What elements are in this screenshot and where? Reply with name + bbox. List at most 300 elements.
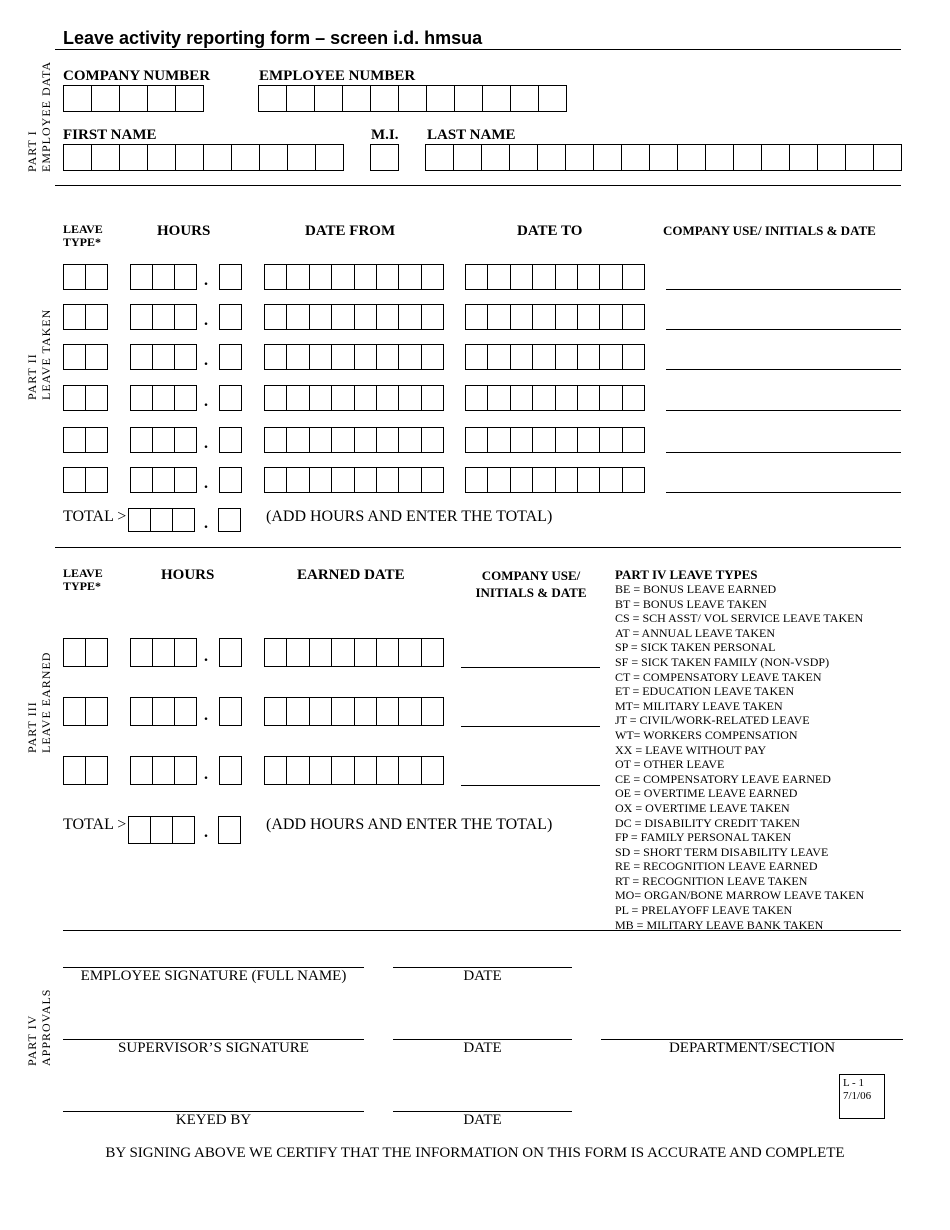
input-box-cell[interactable] [377, 427, 399, 453]
input-box-cell[interactable] [287, 304, 309, 330]
input-box-cell[interactable] [175, 467, 197, 493]
company-number-label: COMPANY NUMBER [63, 68, 211, 84]
input-box-cell[interactable] [371, 144, 399, 171]
input-box-cell[interactable] [310, 756, 332, 785]
input-box-cell[interactable] [310, 638, 332, 667]
input-box-cell[interactable] [466, 344, 488, 370]
input-box-cell[interactable] [131, 756, 153, 785]
input-box-cell[interactable] [265, 756, 287, 785]
input-box-cell[interactable] [355, 427, 377, 453]
input-box-cell[interactable] [466, 427, 488, 453]
input-box-cell[interactable] [678, 144, 706, 171]
input-box-cell[interactable] [594, 144, 622, 171]
input-box-cell[interactable] [310, 304, 332, 330]
input-box-cell[interactable] [399, 85, 427, 112]
input-box-cell[interactable] [153, 638, 175, 667]
part3-row-company-use-line[interactable] [461, 726, 600, 727]
input-box-cell[interactable] [220, 344, 242, 370]
input-box-cell[interactable] [86, 264, 108, 290]
input-box-cell[interactable] [153, 756, 175, 785]
input-box-cell[interactable] [64, 264, 86, 290]
input-box-cell[interactable] [265, 264, 287, 290]
part3-row-leave-type-field[interactable] [63, 638, 108, 667]
input-box-cell[interactable] [399, 344, 421, 370]
input-box-cell[interactable] [578, 344, 600, 370]
part3-total-label: TOTAL > [63, 816, 127, 833]
input-box-cell[interactable] [265, 638, 287, 667]
input-box-cell[interactable] [64, 144, 92, 171]
input-box-cell[interactable] [64, 638, 86, 667]
input-box-cell[interactable] [426, 144, 454, 171]
input-box-cell[interactable] [175, 344, 197, 370]
part3-row-tenths-field[interactable] [219, 756, 242, 785]
leave-type-item: BT = BONUS LEAVE TAKEN [615, 596, 767, 611]
input-box-cell[interactable] [175, 756, 197, 785]
input-box-cell[interactable] [533, 304, 555, 330]
input-box-cell[interactable] [310, 697, 332, 726]
input-box-cell[interactable] [355, 344, 377, 370]
input-box-cell[interactable] [488, 304, 510, 330]
input-box-cell[interactable] [600, 385, 622, 411]
input-box-cell[interactable] [422, 697, 444, 726]
input-box-cell[interactable] [706, 144, 734, 171]
input-box-cell[interactable] [219, 816, 241, 844]
input-box-cell[interactable] [92, 85, 120, 112]
input-box-cell[interactable] [466, 385, 488, 411]
input-box-cell[interactable] [265, 467, 287, 493]
part2-row-date-from-field[interactable] [264, 344, 444, 370]
part2-col-leave-type-line2: TYPE* [63, 235, 102, 249]
input-box-cell[interactable] [488, 264, 510, 290]
input-box-cell[interactable] [175, 385, 197, 411]
input-box-cell[interactable] [538, 144, 566, 171]
input-box-cell[interactable] [332, 304, 354, 330]
part2-row-hours-field[interactable] [130, 385, 197, 411]
input-box-cell[interactable] [265, 697, 287, 726]
part3-row-company-use-line[interactable] [461, 667, 600, 668]
part2-row-hours-field[interactable] [130, 304, 197, 330]
input-box-cell[interactable] [287, 638, 309, 667]
input-box-cell[interactable] [377, 304, 399, 330]
input-box-cell[interactable] [818, 144, 846, 171]
input-box-cell[interactable] [287, 385, 309, 411]
input-box-cell[interactable] [399, 427, 421, 453]
part3-row-hours-field[interactable] [130, 697, 197, 726]
part2-row-date-to-field[interactable] [465, 264, 645, 290]
input-box-cell[interactable] [120, 85, 148, 112]
input-box-cell[interactable] [556, 467, 578, 493]
input-box-cell[interactable] [556, 264, 578, 290]
part2-row-tenths-field[interactable] [219, 304, 242, 330]
input-box-cell[interactable] [131, 385, 153, 411]
input-box-cell[interactable] [332, 427, 354, 453]
input-box-cell[interactable] [488, 344, 510, 370]
input-box-cell[interactable] [422, 344, 444, 370]
input-box-cell[interactable] [600, 344, 622, 370]
input-box-cell[interactable] [332, 638, 354, 667]
input-box-cell[interactable] [488, 467, 510, 493]
input-box-cell[interactable] [175, 264, 197, 290]
part3-row-company-use-line[interactable] [461, 785, 600, 786]
mi-field[interactable] [370, 144, 399, 171]
input-box-cell[interactable] [399, 638, 421, 667]
part2-row-date-from-field[interactable] [264, 385, 444, 411]
part2-row-leave-type-field[interactable] [63, 344, 108, 370]
input-box-cell[interactable] [332, 756, 354, 785]
part2-total-hours-field[interactable] [128, 508, 195, 532]
input-box-cell[interactable] [846, 144, 874, 171]
input-box-cell[interactable] [623, 304, 645, 330]
part3-row-leave-type-field[interactable] [63, 756, 108, 785]
input-box-cell[interactable] [175, 304, 197, 330]
input-box-cell[interactable] [151, 816, 173, 844]
input-box-cell[interactable] [422, 427, 444, 453]
input-box-cell[interactable] [650, 144, 678, 171]
input-box-cell[interactable] [260, 144, 288, 171]
input-box-cell[interactable] [622, 144, 650, 171]
input-box-cell[interactable] [422, 467, 444, 493]
part3-row-hours-field[interactable] [130, 756, 197, 785]
part2-side-label-2: LEAVE TAKEN [39, 308, 53, 400]
part2-row-leave-type-field[interactable] [63, 427, 108, 453]
input-box-cell[interactable] [86, 697, 108, 726]
part2-row-date-from-field[interactable] [264, 304, 444, 330]
input-box-cell[interactable] [623, 264, 645, 290]
part2-col-hours: HOURS [157, 223, 211, 239]
input-box-cell[interactable] [219, 508, 241, 532]
part2-row-tenths-field[interactable] [219, 264, 242, 290]
input-box-cell[interactable] [511, 264, 533, 290]
input-box-cell[interactable] [332, 385, 354, 411]
input-box-cell[interactable] [175, 697, 197, 726]
part3-row-hours-field[interactable] [130, 638, 197, 667]
input-box-cell[interactable] [265, 344, 287, 370]
input-box-cell[interactable] [556, 344, 578, 370]
input-box-cell[interactable] [220, 304, 242, 330]
input-box-cell[interactable] [566, 144, 594, 171]
input-box-cell[interactable] [265, 427, 287, 453]
input-box-cell[interactable] [153, 264, 175, 290]
input-box-cell[interactable] [232, 144, 260, 171]
input-box-cell[interactable] [454, 144, 482, 171]
input-box-cell[interactable] [511, 85, 539, 112]
part2-row-date-to-field[interactable] [465, 385, 645, 411]
input-box-cell[interactable] [220, 467, 242, 493]
input-box-cell[interactable] [131, 638, 153, 667]
input-box-cell[interactable] [488, 427, 510, 453]
input-box-cell[interactable] [173, 816, 195, 844]
part2-row-date-from-field[interactable] [264, 467, 444, 493]
input-box-cell[interactable] [259, 85, 287, 112]
input-box-cell[interactable] [511, 427, 533, 453]
input-box-cell[interactable] [332, 344, 354, 370]
input-box-cell[interactable] [129, 508, 151, 532]
part2-row-tenths-field[interactable] [219, 344, 242, 370]
input-box-cell[interactable] [377, 638, 399, 667]
input-box-cell[interactable] [533, 427, 555, 453]
input-box-cell[interactable] [64, 304, 86, 330]
input-box-cell[interactable] [86, 638, 108, 667]
input-box-cell[interactable] [533, 385, 555, 411]
input-box-cell[interactable] [578, 427, 600, 453]
input-box-cell[interactable] [287, 467, 309, 493]
input-box-cell[interactable] [734, 144, 762, 171]
part2-row-company-use-line[interactable] [666, 410, 901, 411]
input-box-cell[interactable] [427, 85, 455, 112]
input-box-cell[interactable] [355, 304, 377, 330]
input-box-cell[interactable] [310, 344, 332, 370]
input-box-cell[interactable] [287, 427, 309, 453]
part2-row-leave-type-field[interactable] [63, 304, 108, 330]
input-box-cell[interactable] [86, 756, 108, 785]
input-box-cell[interactable] [265, 304, 287, 330]
input-box-cell[interactable] [533, 467, 555, 493]
first-name-field[interactable] [63, 144, 344, 171]
input-box-cell[interactable] [64, 467, 86, 493]
input-box-cell[interactable] [120, 144, 148, 171]
input-box-cell[interactable] [86, 385, 108, 411]
input-box-cell[interactable] [466, 467, 488, 493]
input-box-cell[interactable] [422, 638, 444, 667]
input-box-cell[interactable] [153, 427, 175, 453]
input-box-cell[interactable] [175, 638, 197, 667]
part2-row-company-use-line[interactable] [666, 492, 901, 493]
part2-row-tenths-field[interactable] [219, 427, 242, 453]
input-box-cell[interactable] [511, 467, 533, 493]
input-box-cell[interactable] [265, 385, 287, 411]
input-box-cell[interactable] [762, 144, 790, 171]
part3-row-decimal-point: . [204, 648, 208, 665]
part3-row-tenths-field[interactable] [219, 697, 242, 726]
input-box-cell[interactable] [220, 264, 242, 290]
input-box-cell[interactable] [148, 144, 176, 171]
part2-total-tenths-field[interactable] [218, 508, 241, 532]
part2-row-tenths-field[interactable] [219, 385, 242, 411]
input-box-cell[interactable] [287, 344, 309, 370]
input-box-cell[interactable] [153, 467, 175, 493]
input-box-cell[interactable] [355, 467, 377, 493]
part3-row-earned-date-field[interactable] [264, 697, 444, 726]
input-box-cell[interactable] [355, 756, 377, 785]
input-box-cell[interactable] [377, 467, 399, 493]
input-box-cell[interactable] [790, 144, 818, 171]
input-box-cell[interactable] [64, 756, 86, 785]
input-box-cell[interactable] [399, 264, 421, 290]
input-box-cell[interactable] [556, 385, 578, 411]
input-box-cell[interactable] [153, 697, 175, 726]
part2-row-date-to-field[interactable] [465, 344, 645, 370]
input-box-cell[interactable] [355, 697, 377, 726]
input-box-cell[interactable] [131, 697, 153, 726]
input-box-cell[interactable] [176, 85, 204, 112]
input-box-cell[interactable] [131, 467, 153, 493]
input-box-cell[interactable] [422, 756, 444, 785]
input-box-cell[interactable] [488, 385, 510, 411]
input-box-cell[interactable] [482, 144, 510, 171]
input-box-cell[interactable] [483, 85, 511, 112]
input-box-cell[interactable] [399, 467, 421, 493]
leave-type-item: CE = COMPENSATORY LEAVE EARNED [615, 771, 831, 786]
input-box-cell[interactable] [64, 427, 86, 453]
input-box-cell[interactable] [874, 144, 902, 171]
input-box-cell[interactable] [377, 344, 399, 370]
input-box-cell[interactable] [533, 344, 555, 370]
input-box-cell[interactable] [539, 85, 567, 112]
employee-number-field[interactable] [258, 85, 567, 112]
input-box-cell[interactable] [399, 697, 421, 726]
input-box-cell[interactable] [399, 756, 421, 785]
part3-row-tenths-field[interactable] [219, 638, 242, 667]
input-box-cell[interactable] [377, 756, 399, 785]
certification-statement: BY SIGNING ABOVE WE CERTIFY THAT THE INFORMATION ON THIS FORM IS ACCURATE AND COMPLETE [105, 1145, 845, 1161]
input-box-cell[interactable] [422, 304, 444, 330]
part2-row-company-use-line[interactable] [666, 329, 901, 330]
input-box-cell[interactable] [399, 385, 421, 411]
input-box-cell[interactable] [511, 385, 533, 411]
input-box-cell[interactable] [511, 304, 533, 330]
input-box-cell[interactable] [131, 264, 153, 290]
part3-row-earned-date-field[interactable] [264, 756, 444, 785]
input-box-cell[interactable] [578, 385, 600, 411]
leave-type-item: WT= WORKERS COMPENSATION [615, 727, 798, 742]
input-box-cell[interactable] [600, 427, 622, 453]
part2-row-leave-type-field[interactable] [63, 385, 108, 411]
part2-row-hours-field[interactable] [130, 264, 197, 290]
input-box-cell[interactable] [220, 385, 242, 411]
input-box-cell[interactable] [129, 816, 151, 844]
input-box-cell[interactable] [287, 756, 309, 785]
input-box-cell[interactable] [377, 385, 399, 411]
input-box-cell[interactable] [287, 264, 309, 290]
company-number-field[interactable] [63, 85, 204, 112]
input-box-cell[interactable] [355, 264, 377, 290]
input-box-cell[interactable] [204, 144, 232, 171]
input-box-cell[interactable] [533, 264, 555, 290]
input-box-cell[interactable] [466, 264, 488, 290]
part2-row-date-to-field[interactable] [465, 427, 645, 453]
input-box-cell[interactable] [578, 304, 600, 330]
part2-row-hours-field[interactable] [130, 344, 197, 370]
input-box-cell[interactable] [315, 85, 343, 112]
input-box-cell[interactable] [310, 264, 332, 290]
input-box-cell[interactable] [455, 85, 483, 112]
part2-row-tenths-field[interactable] [219, 467, 242, 493]
input-box-cell[interactable] [316, 144, 344, 171]
input-box-cell[interactable] [623, 467, 645, 493]
input-box-cell[interactable] [287, 85, 315, 112]
input-box-cell[interactable] [355, 638, 377, 667]
input-box-cell[interactable] [332, 264, 354, 290]
part3-total-tenths-field[interactable] [218, 816, 241, 844]
input-box-cell[interactable] [377, 697, 399, 726]
part2-row-leave-type-field[interactable] [63, 467, 108, 493]
input-box-cell[interactable] [148, 85, 176, 112]
leave-type-item: OT = OTHER LEAVE [615, 757, 725, 772]
input-box-cell[interactable] [287, 697, 309, 726]
input-box-cell[interactable] [86, 304, 108, 330]
input-box-cell[interactable] [623, 344, 645, 370]
input-box-cell[interactable] [173, 508, 195, 532]
input-box-cell[interactable] [510, 144, 538, 171]
part3-row-earned-date-field[interactable] [264, 638, 444, 667]
part3-row-leave-type-field[interactable] [63, 697, 108, 726]
part2-row-leave-type-field[interactable] [63, 264, 108, 290]
input-box-cell[interactable] [466, 304, 488, 330]
input-box-cell[interactable] [220, 638, 242, 667]
leave-type-item: MT= MILITARY LEAVE TAKEN [615, 698, 783, 713]
input-box-cell[interactable] [92, 144, 120, 171]
input-box-cell[interactable] [578, 467, 600, 493]
input-box-cell[interactable] [153, 385, 175, 411]
input-box-cell[interactable] [556, 427, 578, 453]
input-box-cell[interactable] [422, 264, 444, 290]
input-box-cell[interactable] [600, 304, 622, 330]
input-box-cell[interactable] [332, 697, 354, 726]
input-box-cell[interactable] [343, 85, 371, 112]
input-box-cell[interactable] [64, 697, 86, 726]
part2-row-date-from-field[interactable] [264, 264, 444, 290]
input-box-cell[interactable] [151, 508, 173, 532]
part2-row-company-use-line[interactable] [666, 452, 901, 453]
input-box-cell[interactable] [131, 304, 153, 330]
part2-row-hours-field[interactable] [130, 427, 197, 453]
input-box-cell[interactable] [556, 304, 578, 330]
input-box-cell[interactable] [176, 144, 204, 171]
input-box-cell[interactable] [310, 385, 332, 411]
input-box-cell[interactable] [332, 467, 354, 493]
input-box-cell[interactable] [64, 385, 86, 411]
input-box-cell[interactable] [377, 264, 399, 290]
input-box-cell[interactable] [153, 344, 175, 370]
input-box-cell[interactable] [310, 467, 332, 493]
input-box-cell[interactable] [578, 264, 600, 290]
part3-total-hours-field[interactable] [128, 816, 195, 844]
input-box-cell[interactable] [371, 85, 399, 112]
part2-row-hours-field[interactable] [130, 467, 197, 493]
input-box-cell[interactable] [220, 697, 242, 726]
leave-types-title: PART IV LEAVE TYPES [615, 567, 758, 582]
input-box-cell[interactable] [623, 385, 645, 411]
input-box-cell[interactable] [600, 467, 622, 493]
input-box-cell[interactable] [511, 344, 533, 370]
part2-row-date-to-field[interactable] [465, 467, 645, 493]
input-box-cell[interactable] [288, 144, 316, 171]
input-box-cell[interactable] [422, 385, 444, 411]
input-box-cell[interactable] [64, 344, 86, 370]
input-box-cell[interactable] [310, 427, 332, 453]
last-name-field[interactable] [425, 144, 902, 171]
input-box-cell[interactable] [131, 427, 153, 453]
input-box-cell[interactable] [86, 344, 108, 370]
input-box-cell[interactable] [175, 427, 197, 453]
part2-row-company-use-line[interactable] [666, 369, 901, 370]
input-box-cell[interactable] [600, 264, 622, 290]
input-box-cell[interactable] [623, 427, 645, 453]
input-box-cell[interactable] [131, 344, 153, 370]
part2-row-date-to-field[interactable] [465, 304, 645, 330]
input-box-cell[interactable] [399, 304, 421, 330]
input-box-cell[interactable] [86, 427, 108, 453]
input-box-cell[interactable] [220, 427, 242, 453]
input-box-cell[interactable] [153, 304, 175, 330]
input-box-cell[interactable] [220, 756, 242, 785]
input-box-cell[interactable] [64, 85, 92, 112]
part2-row-date-from-field[interactable] [264, 427, 444, 453]
part2-row-company-use-line[interactable] [666, 289, 901, 290]
input-box-cell[interactable] [355, 385, 377, 411]
input-box-cell[interactable] [86, 467, 108, 493]
employee-number-label: EMPLOYEE NUMBER [259, 68, 416, 84]
